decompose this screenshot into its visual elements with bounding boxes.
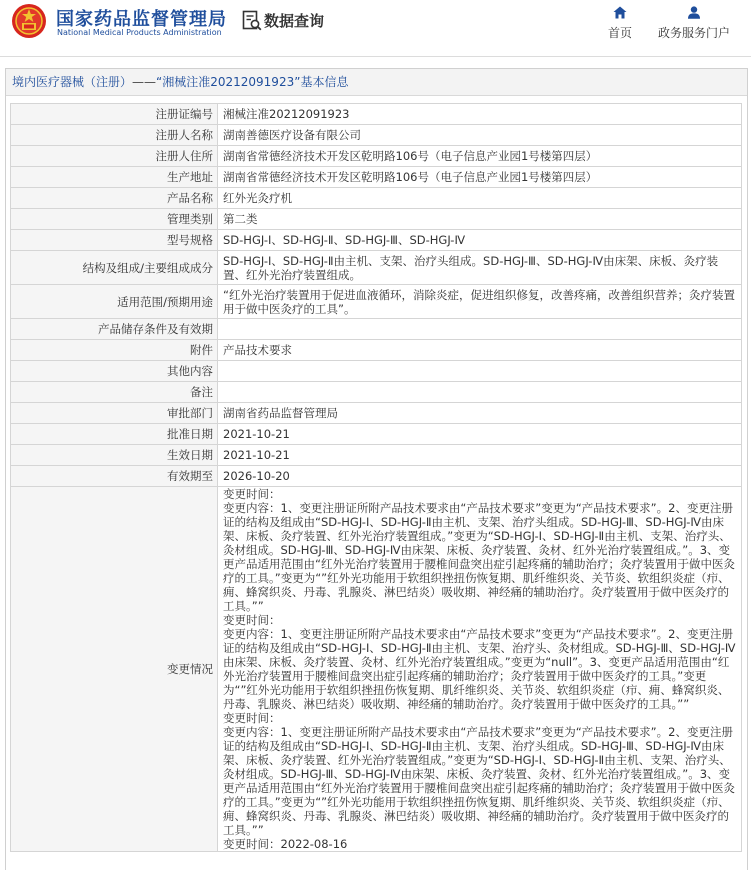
field-value: “红外光治疗装置用于促进血液循环，消除炎症，促进组织修复，改善疼痛，改善组织营养；灸疗装置用于做中医灸疗的工具”。 (218, 285, 742, 319)
nav-home[interactable] (603, 6, 637, 41)
table-row-change-history (11, 487, 742, 852)
field-label: 生产地址 (11, 167, 218, 188)
field-value (218, 361, 742, 382)
field-value: 2026-10-20 (218, 466, 742, 487)
table-row (11, 403, 742, 424)
field-value (218, 382, 742, 403)
field-label: 附件 (11, 340, 218, 361)
field-label: 适用范围/预期用途 (11, 285, 218, 319)
field-label: 生效日期 (11, 445, 218, 466)
table-row (11, 188, 742, 209)
table-row (11, 361, 742, 382)
field-label: 产品储存条件及有效期 (11, 319, 218, 340)
change-line: 变更内容：1、变更注册证所附产品技术要求由“产品技术要求”变更为“产品技术要求”。2、变更注册证的结构及组成由“SD-HGJ-Ⅰ、SD-HGJ-Ⅱ由主机、支架、治疗头、灸材组成。SD-HGJ-Ⅲ、SD-HGJ-Ⅳ由床架、床板、灸疗装置、灸材、红外光治疗装置组成。”变更为“null”。3、变更产品适用范围由“红外光治疗装置用于腰椎间盘突出症引起疼痛的辅助治疗；灸疗装置用于做中医灸疗的工具。”变更为“”红外光功能用于软组织挫扭伤恢复期、肌纤维织炎、关节炎、软组织炎症（疖、痈、蜂窝织炎、丹毒、乳腺炎、淋巴结炎）吸收期、神经痛的辅助治疗。灸疗装置用于做中医灸疗的工具。”” (223, 627, 736, 711)
field-value: 湖南省常德经济技术开发区乾明路106号（电子信息产业园1号楼第四层） (218, 167, 742, 188)
field-value: 红外光灸疗机 (218, 188, 742, 209)
field-label: 结构及组成/主要组成成分 (11, 251, 218, 285)
home-icon (613, 6, 627, 19)
field-label: 变更情况 (11, 487, 218, 852)
field-value: 湖南省药品监督管理局 (218, 403, 742, 424)
table-row (11, 209, 742, 230)
field-label: 审批部门 (11, 403, 218, 424)
user-icon (687, 6, 701, 19)
field-label: 型号规格 (11, 230, 218, 251)
title-suffix: 基本信息 (300, 75, 349, 89)
change-line: 变更时间： (223, 711, 281, 725)
table-row (11, 424, 742, 445)
table-row (11, 285, 742, 319)
table-row (11, 466, 742, 487)
nav-gov-service[interactable] (654, 6, 734, 41)
field-value: 湖南善德医疗设备有限公司 (218, 125, 742, 146)
field-value: SD-HGJ-Ⅰ、SD-HGJ-Ⅱ、SD-HGJ-Ⅲ、SD-HGJ-Ⅳ (218, 230, 742, 251)
field-label: 产品名称 (11, 188, 218, 209)
field-value: 湖南省常德经济技术开发区乾明路106号（电子信息产业园1号楼第四层） (218, 146, 742, 167)
detail-panel (5, 68, 748, 870)
change-line: 变更时间：2022-08-16 (223, 837, 348, 851)
field-label: 注册人名称 (11, 125, 218, 146)
table-row (11, 125, 742, 146)
field-value: 湘械注准20212091923 (218, 104, 742, 125)
table-row (11, 251, 742, 285)
field-value: 2021-10-21 (218, 424, 742, 445)
nav-gov-label: 政务服务门户 (657, 26, 730, 40)
table-row (11, 146, 742, 167)
nav-home-label: 首页 (607, 26, 632, 40)
field-value: SD-HGJ-Ⅰ、SD-HGJ-Ⅱ由主机、支架、治疗头组成。SD-HGJ-Ⅲ、SD-HGJ-Ⅳ由床架、床板、灸疗装置、红外光治疗装置组成。 (218, 251, 742, 285)
site-header (0, 0, 751, 57)
field-label: 注册证编号 (11, 104, 218, 125)
national-emblem-logo[interactable] (11, 3, 47, 39)
field-label: 其他内容 (11, 361, 218, 382)
panel-title (6, 69, 747, 96)
brand-subtitle: National Medical Products Administration (57, 28, 222, 37)
category-link[interactable]: 境内医疗器械（注册） (12, 75, 133, 89)
data-query-icon (242, 10, 262, 32)
change-history-value (218, 487, 742, 852)
field-label: 批准日期 (11, 424, 218, 445)
table-row (11, 230, 742, 251)
field-value: 第二类 (218, 209, 742, 230)
table-row (11, 445, 742, 466)
title-separator: —— (132, 75, 157, 89)
brand-title[interactable]: 国家药品监督管理局 (56, 9, 227, 30)
table-row (11, 340, 742, 361)
table-row (11, 319, 742, 340)
registration-number-title: “湘械注准20212091923” (156, 75, 301, 89)
registration-info-table (10, 103, 742, 852)
change-line: 变更时间： (223, 487, 281, 501)
table-row (11, 382, 742, 403)
change-line: 变更内容：1、变更注册证所附产品技术要求由“产品技术要求”变更为“产品技术要求”。2、变更注册证的结构及组成由“SD-HGJ-Ⅰ、SD-HGJ-Ⅱ由主机、支架、治疗头组成。SD-HGJ-Ⅲ、SD-HGJ-Ⅳ由床架、床板、灸疗装置、红外光治疗装置组成。”变更为“SD-HGJ-Ⅰ、SD-HGJ-Ⅱ由主机、支架、治疗头、灸材组成。SD-HGJ-Ⅲ、SD-HGJ-Ⅳ由床架、床板、灸疗装置、灸材、红外光治疗装置组成。”。3、变更产品适用范围由“红外光治疗装置用于腰椎间盘突出症引起疼痛的辅助治疗；灸疗装置用于做中医灸疗的工具。”变更为“”红外光功能用于软组织挫扭伤恢复期、肌纤维织炎、关节炎、软组织炎症（疖、痈、蜂窝织炎、丹毒、乳腺炎、淋巴结炎）吸收期、神经痛的辅助治疗。灸疗装置用于做中医灸疗的工具。”” (223, 725, 735, 837)
field-value: 产品技术要求 (218, 340, 742, 361)
table-row (11, 167, 742, 188)
field-label: 备注 (11, 382, 218, 403)
change-line: 变更内容：1、变更注册证所附产品技术要求由“产品技术要求”变更为“产品技术要求”。2、变更注册证的结构及组成由“SD-HGJ-Ⅰ、SD-HGJ-Ⅱ由主机、支架、治疗头组成。SD-HGJ-Ⅲ、SD-HGJ-Ⅳ由床架、床板、灸疗装置、红外光治疗装置组成。”变更为“SD-HGJ-Ⅰ、SD-HGJ-Ⅱ由主机、支架、治疗头、灸材组成。SD-HGJ-Ⅲ、SD-HGJ-Ⅳ由床架、床板、灸疗装置、灸材、红外光治疗装置组成。”。3、变更产品适用范围由“红外光治疗装置用于腰椎间盘突出症引起疼痛的辅助治疗；灸疗装置用于做中医灸疗的工具。”变更为“”红外光功能用于软组织挫扭伤恢复期、肌纤维织炎、关节炎、软组织炎症（疖、痈、蜂窝织炎、丹毒、乳腺炎、淋巴结炎）吸收期、神经痛的辅助治疗。灸疗装置用于做中医灸疗的工具。”” (223, 501, 735, 613)
field-label: 有效期至 (11, 466, 218, 487)
field-label: 注册人住所 (11, 146, 218, 167)
field-value (218, 319, 742, 340)
field-label: 管理类别 (11, 209, 218, 230)
field-value: 2021-10-21 (218, 445, 742, 466)
table-row (11, 104, 742, 125)
section-title: 数据查询 (264, 12, 325, 30)
change-line: 变更时间： (223, 613, 281, 627)
